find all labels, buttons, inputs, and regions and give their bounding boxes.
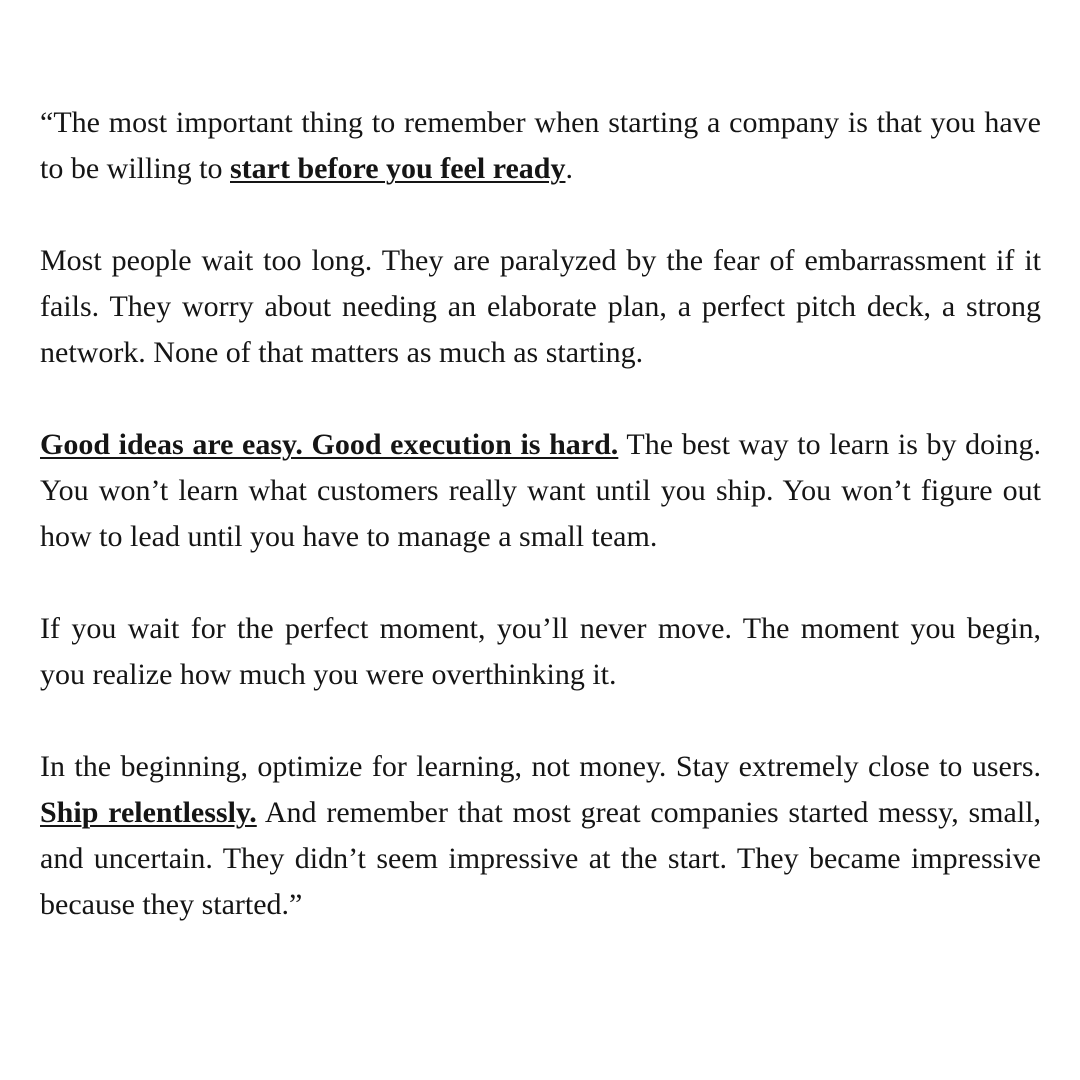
paragraph-2: [40, 238, 1041, 376]
paragraph-2-text: Most people wait too long. They are paralyzed by the fear of embarrassment if it fails. They worry about needing an elaborate plan, a perfect pitch deck, a strong network. None of that matters as much as starting.: [40, 244, 1041, 369]
paragraph-3-text: The best way to learn is by doing. You won’t learn what customers really want until you ship. You won’t figure out how to lead until you have to manage a small team.: [40, 428, 1041, 553]
paragraph-5-end: And remember that most great companies started messy, small, and uncertain. They didn’t seem impressive at the start. They became impressive because they started.”: [40, 796, 1041, 921]
quote-body: [40, 100, 1041, 928]
paragraph-4-text: If you wait for the perfect moment, you’ll never move. The moment you begin, you realize how much you were overthinking it.: [40, 612, 1041, 691]
paragraph-1-end: .: [565, 152, 573, 185]
paragraph-3: [40, 422, 1041, 560]
paragraph-5: [40, 744, 1041, 928]
paragraph-5-emphasis: Ship relentlessly.: [40, 796, 257, 829]
paragraph-1-emphasis: start before you feel ready: [230, 152, 566, 185]
paragraph-1: [40, 100, 1041, 192]
paragraph-1-text: “The most important thing to remember when starting a company is that you have to be willing to: [40, 106, 1041, 185]
paragraph-5-text: In the beginning, optimize for learning, not money. Stay extremely close to users.: [40, 750, 1041, 783]
paragraph-3-emphasis: Good ideas are easy. Good execution is hard.: [40, 428, 619, 461]
paragraph-4: [40, 606, 1041, 698]
